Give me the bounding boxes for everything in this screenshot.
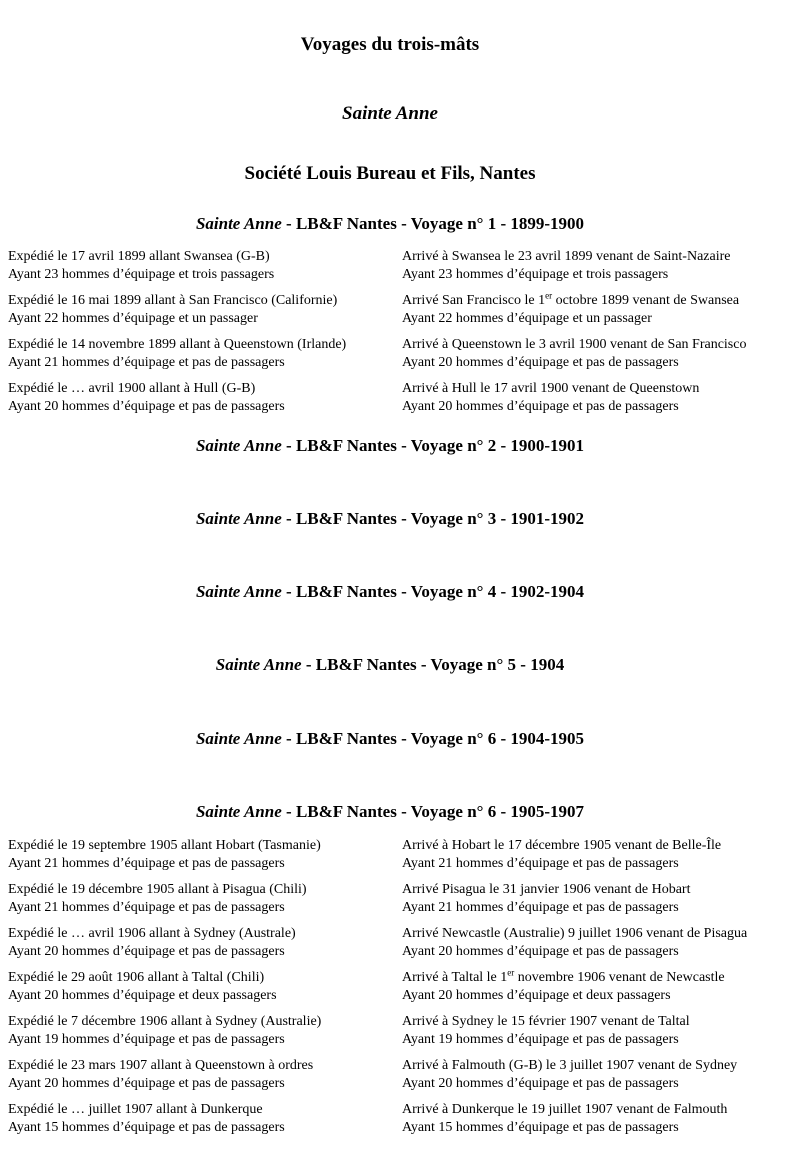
departure-record (8, 1057, 398, 1092)
arrival-record (402, 1057, 797, 1092)
departure-crew: Ayant 23 hommes d’équipage et trois passagers (8, 266, 275, 282)
arrival-crew: Ayant 20 hommes d’équipage et deux passagers (402, 987, 671, 1003)
arrival-text: Arrivé à Falmouth (G-B) le 3 juillet 1907 venant de Sydney (402, 1058, 738, 1073)
voyage-ship-name: Sainte Anne (195, 214, 282, 233)
departure-record (8, 248, 398, 283)
arrival-crew: Ayant 15 hommes d’équipage et pas de passagers (402, 1119, 679, 1135)
voyage-entries (0, 248, 800, 424)
departure-record (8, 292, 398, 327)
voyage-entry (0, 1013, 800, 1057)
arrival-text: Arrivé Newcastle (Australie) 9 juillet 1906 venant de Pisagua (402, 926, 748, 941)
arrival-text: Arrivé à Hobart le 17 décembre 1905 venant de Belle-Île (402, 838, 722, 853)
voyage-ship-name: Sainte Anne (195, 802, 282, 821)
arrival-text: Arrivé Pisagua le 31 janvier 1906 venant de Hobart (402, 882, 691, 897)
departure-crew: Ayant 20 hommes d’équipage et pas de passagers (8, 398, 285, 414)
arrival-text (402, 969, 797, 987)
voyage-entry (0, 1057, 800, 1101)
departure-text: Expédié le … avril 1900 allant à Hull (G-B) (8, 381, 256, 396)
arrival-crew: Ayant 21 hommes d’équipage et pas de passagers (402, 855, 679, 871)
voyage-heading-text: - LB&F Nantes - Voyage n° 2 - 1900-1901 (281, 436, 585, 455)
arrival-record (402, 336, 797, 371)
departure-text: Expédié le 23 mars 1907 allant à Queenstown à ordres (8, 1058, 314, 1073)
arrival-text: Arrivé à Hull le 17 avril 1900 venant de Queenstown (402, 381, 700, 396)
voyage-ship-name: Sainte Anne (195, 729, 282, 748)
voyage-ship-name: Sainte Anne (195, 582, 282, 601)
voyage-heading (0, 582, 780, 602)
arrival-record (402, 1013, 797, 1048)
arrival-record (402, 969, 797, 1004)
departure-record (8, 969, 398, 1004)
voyage-heading (0, 214, 780, 234)
departure-crew: Ayant 20 hommes d’équipage et pas de passagers (8, 1075, 285, 1091)
arrival-crew: Ayant 20 hommes d’équipage et pas de passagers (402, 943, 679, 959)
voyage-heading-text: - LB&F Nantes - Voyage n° 3 - 1901-1902 (281, 509, 585, 528)
voyage-heading-text: - LB&F Nantes - Voyage n° 1 - 1899-1900 (281, 214, 585, 233)
departure-record (8, 925, 398, 960)
arrival-crew: Ayant 20 hommes d’équipage et pas de passagers (402, 398, 679, 414)
voyage-entries (0, 837, 800, 1145)
arrival-text (402, 292, 797, 310)
departure-record (8, 837, 398, 872)
voyage-heading-text: - LB&F Nantes - Voyage n° 4 - 1902-1904 (281, 582, 585, 601)
arrival-crew: Ayant 20 hommes d’équipage et pas de passagers (402, 1075, 679, 1091)
departure-crew: Ayant 22 hommes d’équipage et un passager (8, 310, 258, 326)
voyage-ship-name: Sainte Anne (195, 436, 282, 455)
departure-crew: Ayant 21 hommes d’équipage et pas de passagers (8, 855, 285, 871)
voyage-entry (0, 837, 800, 881)
voyage-heading (0, 436, 780, 456)
departure-crew: Ayant 21 hommes d’équipage et pas de passagers (8, 354, 285, 370)
departure-text: Expédié le … avril 1906 allant à Sydney (Australe) (8, 926, 296, 941)
departure-text: Expédié le 17 avril 1899 allant Swansea (G-B) (8, 249, 270, 264)
voyage-heading-text: - LB&F Nantes - Voyage n° 6 - 1904-1905 (281, 729, 585, 748)
departure-text: Expédié le 19 septembre 1905 allant Hobart (Tasmanie) (8, 838, 321, 853)
document-title: Voyages du trois-mâts (300, 34, 480, 55)
arrival-record (402, 925, 797, 960)
arrival-text-start: Arrivé San Francisco le 1 (402, 293, 546, 308)
voyage-entry (0, 881, 800, 925)
departure-crew: Ayant 19 hommes d’équipage et pas de passagers (8, 1031, 285, 1047)
departure-record (8, 881, 398, 916)
arrival-crew: Ayant 20 hommes d’équipage et pas de passagers (402, 354, 679, 370)
voyage-ship-name: Sainte Anne (195, 509, 282, 528)
arrival-crew: Ayant 21 hommes d’équipage et pas de passagers (402, 899, 679, 915)
arrival-text-end: octobre 1899 venant de Swansea (552, 293, 740, 308)
departure-text: Expédié le 7 décembre 1906 allant à Sydney (Australie) (8, 1014, 322, 1029)
departure-record (8, 336, 398, 371)
arrival-text: Arrivé à Queenstown le 3 avril 1900 venant de San Francisco (402, 337, 747, 352)
arrival-text-start: Arrivé à Taltal le 1 (402, 970, 508, 985)
ship-name: Sainte Anne (342, 103, 438, 124)
arrival-record (402, 380, 797, 415)
departure-crew: Ayant 15 hommes d’équipage et pas de passagers (8, 1119, 285, 1135)
voyage-entry (0, 969, 800, 1013)
arrival-record (402, 881, 797, 916)
departure-crew: Ayant 21 hommes d’équipage et pas de passagers (8, 899, 285, 915)
arrival-record (402, 1101, 797, 1136)
arrival-record (402, 248, 797, 283)
voyage-entry (0, 292, 800, 336)
departure-text: Expédié le 19 décembre 1905 allant à Pisagua (Chili) (8, 882, 307, 897)
arrival-record (402, 837, 797, 872)
departure-record (8, 1101, 398, 1136)
voyage-heading-text: - LB&F Nantes - Voyage n° 5 - 1904 (301, 655, 565, 674)
departure-record (8, 380, 398, 415)
departure-text: Expédié le … juillet 1907 allant à Dunkerque (8, 1102, 263, 1117)
voyage-ship-name: Sainte Anne (215, 655, 302, 674)
voyage-entry (0, 925, 800, 969)
arrival-text: Arrivé à Sydney le 15 février 1907 venant de Taltal (402, 1014, 690, 1029)
departure-record (8, 1013, 398, 1048)
voyage-heading (0, 509, 780, 529)
voyage-heading-text: - LB&F Nantes - Voyage n° 6 - 1905-1907 (281, 802, 585, 821)
arrival-crew: Ayant 19 hommes d’équipage et pas de passagers (402, 1031, 679, 1047)
voyage-entry (0, 248, 800, 292)
departure-text: Expédié le 16 mai 1899 allant à San Francisco (Californie) (8, 293, 338, 308)
voyage-heading (0, 655, 780, 675)
departure-crew: Ayant 20 hommes d’équipage et deux passagers (8, 987, 277, 1003)
departure-crew: Ayant 20 hommes d’équipage et pas de passagers (8, 943, 285, 959)
ordinal-suffix: er (507, 967, 515, 978)
departure-text: Expédié le 14 novembre 1899 allant à Queenstown (Irlande) (8, 337, 347, 352)
departure-text: Expédié le 29 août 1906 allant à Taltal (Chili) (8, 970, 265, 985)
company-name: Société Louis Bureau et Fils, Nantes (244, 163, 536, 184)
arrival-text: Arrivé à Swansea le 23 avril 1899 venant de Saint-Nazaire (402, 249, 731, 264)
arrival-text: Arrivé à Dunkerque le 19 juillet 1907 venant de Falmouth (402, 1102, 728, 1117)
voyage-entry (0, 1101, 800, 1145)
voyage-heading (0, 729, 780, 749)
voyage-entry (0, 336, 800, 380)
arrival-text-end: novembre 1906 venant de Newcastle (514, 970, 725, 985)
arrival-crew: Ayant 23 hommes d’équipage et trois passagers (402, 266, 669, 282)
arrival-crew: Ayant 22 hommes d’équipage et un passager (402, 310, 652, 326)
arrival-record (402, 292, 797, 327)
voyage-entry (0, 380, 800, 424)
ordinal-suffix: er (545, 290, 553, 301)
voyage-heading (0, 802, 780, 822)
